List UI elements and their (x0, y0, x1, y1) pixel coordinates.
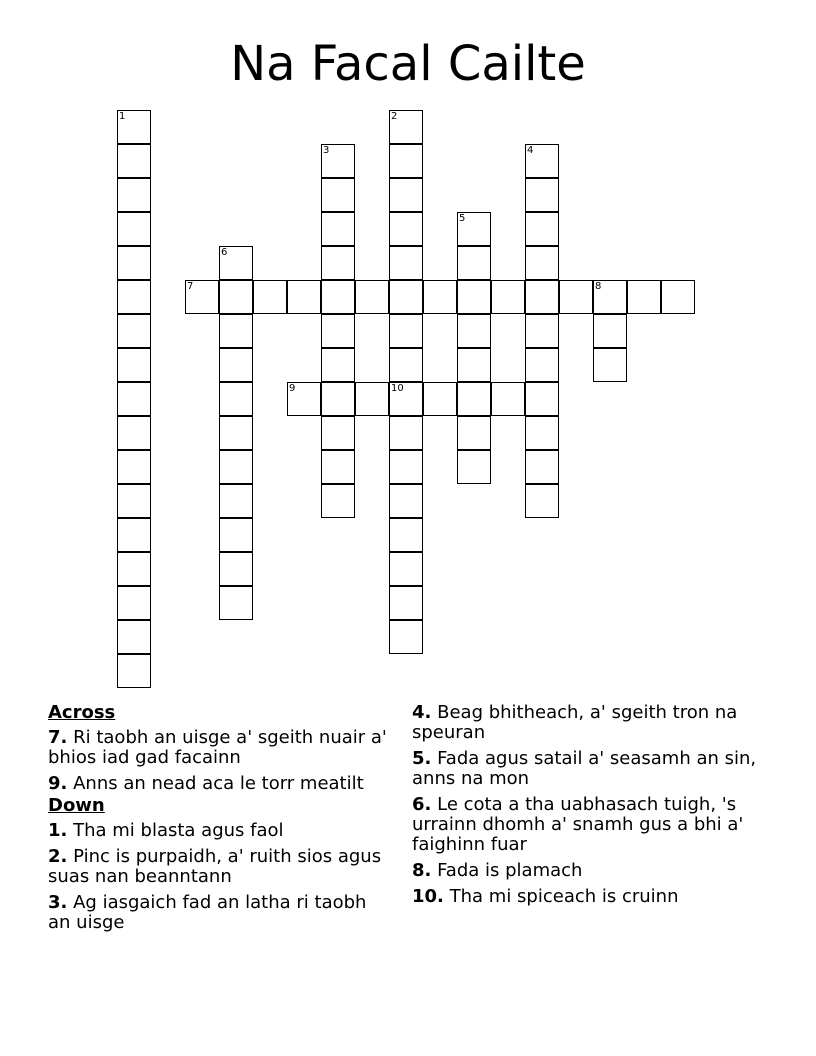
clues-right-column (412, 703, 762, 913)
grid-cell[interactable] (219, 314, 253, 348)
grid-cell[interactable] (321, 178, 355, 212)
grid-cell[interactable] (389, 416, 423, 450)
grid-cell[interactable] (219, 382, 253, 416)
grid-cell[interactable] (117, 212, 151, 246)
grid-cell[interactable] (457, 246, 491, 280)
grid-cell[interactable] (389, 144, 423, 178)
clue-text: Tha mi blasta agus faol (73, 820, 284, 841)
grid-cell[interactable] (457, 416, 491, 450)
cell-number: 10 (391, 383, 404, 394)
grid-cell[interactable] (389, 314, 423, 348)
grid-cell[interactable] (525, 280, 559, 314)
grid-cell[interactable] (117, 314, 151, 348)
clue-number: 2. (48, 846, 68, 867)
grid-cell[interactable] (219, 348, 253, 382)
grid-cell[interactable] (117, 450, 151, 484)
grid-cell[interactable] (117, 348, 151, 382)
grid-cell[interactable] (525, 450, 559, 484)
cell-number: 4 (527, 145, 534, 156)
grid-cell[interactable] (389, 280, 423, 314)
grid-cell[interactable] (321, 280, 355, 314)
clue-number: 9. (48, 773, 68, 794)
across-heading: Across (48, 702, 116, 723)
cell-number: 1 (119, 111, 126, 122)
grid-cell[interactable] (593, 348, 627, 382)
clue-number: 7. (48, 727, 68, 748)
grid-cell[interactable] (253, 280, 287, 314)
grid-cell[interactable] (287, 280, 321, 314)
grid-cell[interactable] (525, 178, 559, 212)
grid-cell[interactable] (491, 280, 525, 314)
grid-cell[interactable] (117, 586, 151, 620)
clue-number: 4. (412, 702, 432, 723)
grid-cell[interactable] (389, 382, 423, 416)
grid-cell[interactable] (457, 280, 491, 314)
grid-cell[interactable] (219, 246, 253, 280)
clue-down-5 (412, 749, 762, 789)
grid-cell[interactable] (389, 620, 423, 654)
grid-cell[interactable] (117, 416, 151, 450)
grid-cell[interactable] (661, 280, 695, 314)
grid-cell[interactable] (117, 178, 151, 212)
grid-cell[interactable] (525, 382, 559, 416)
clue-number: 5. (412, 748, 432, 769)
grid-cell[interactable] (219, 518, 253, 552)
clue-number: 8. (412, 860, 432, 881)
grid-cell[interactable] (219, 280, 253, 314)
clue-text: Beag bhitheach, a' sgeith tron na speuran (412, 702, 738, 743)
clue-text: Fada is plamach (437, 860, 583, 881)
grid-cell[interactable] (525, 144, 559, 178)
grid-cell[interactable] (457, 348, 491, 382)
grid-cell[interactable] (389, 178, 423, 212)
grid-cell[interactable] (457, 382, 491, 416)
clue-number: 1. (48, 820, 68, 841)
down-heading: Down (48, 795, 105, 816)
cell-number: 5 (459, 213, 466, 224)
grid-cell[interactable] (457, 450, 491, 484)
cell-number: 8 (595, 281, 602, 292)
grid-cell[interactable] (321, 450, 355, 484)
clue-across-9 (48, 774, 388, 794)
grid-cell[interactable] (117, 144, 151, 178)
grid-cell[interactable] (457, 212, 491, 246)
grid-cell[interactable] (287, 382, 321, 416)
grid-cell[interactable] (321, 212, 355, 246)
grid-cell[interactable] (389, 586, 423, 620)
grid-cell[interactable] (321, 382, 355, 416)
clue-down-10 (412, 887, 762, 907)
grid-cell[interactable] (423, 382, 457, 416)
clue-text: Tha mi spiceach is cruinn (449, 886, 679, 907)
grid-cell[interactable] (117, 484, 151, 518)
grid-cell[interactable] (117, 246, 151, 280)
clue-down-2 (48, 847, 388, 887)
clue-down-8 (412, 861, 762, 881)
grid-cell[interactable] (219, 416, 253, 450)
grid-cell[interactable] (117, 518, 151, 552)
cell-number: 7 (187, 281, 194, 292)
grid-cell[interactable] (389, 484, 423, 518)
grid-cell[interactable] (525, 484, 559, 518)
grid-cell[interactable] (321, 314, 355, 348)
grid-cell[interactable] (525, 416, 559, 450)
grid-cell[interactable] (117, 552, 151, 586)
grid-cell[interactable] (321, 416, 355, 450)
grid-cell[interactable] (355, 280, 389, 314)
grid-cell[interactable] (219, 450, 253, 484)
grid-cell[interactable] (491, 382, 525, 416)
grid-cell[interactable] (321, 484, 355, 518)
clue-text: Fada agus satail a' seasamh an sin, anns na mon (412, 748, 757, 789)
grid-cell[interactable] (389, 552, 423, 586)
grid-cell[interactable] (389, 110, 423, 144)
grid-cell[interactable] (627, 280, 661, 314)
grid-cell[interactable] (117, 620, 151, 654)
clue-text: Ag iasgaich fad an latha ri taobh an uisge (48, 892, 367, 933)
clue-number: 6. (412, 794, 432, 815)
clue-down-4 (412, 703, 762, 743)
clue-text: Anns an nead aca le torr meatilt (73, 773, 364, 794)
cell-number: 3 (323, 145, 330, 156)
grid-cell[interactable] (321, 144, 355, 178)
grid-cell[interactable] (593, 280, 627, 314)
clue-down-1 (48, 821, 388, 841)
grid-cell[interactable] (117, 280, 151, 314)
grid-cell[interactable] (321, 246, 355, 280)
grid-cell[interactable] (423, 280, 457, 314)
grid-cell[interactable] (559, 280, 593, 314)
grid-cell[interactable] (389, 518, 423, 552)
grid-cell[interactable] (117, 110, 151, 144)
grid-cell[interactable] (593, 314, 627, 348)
clue-down-6 (412, 795, 762, 855)
clue-number: 3. (48, 892, 68, 913)
clue-down-3 (48, 893, 388, 933)
grid-cell[interactable] (389, 348, 423, 382)
grid-cell[interactable] (117, 654, 151, 688)
grid-cell[interactable] (525, 212, 559, 246)
cell-number: 6 (221, 247, 228, 258)
clue-number: 10. (412, 886, 444, 907)
grid-cell[interactable] (525, 246, 559, 280)
clue-text: Pinc is purpaidh, a' ruith sios agus suas nan beanntann (48, 846, 382, 887)
cell-number: 2 (391, 111, 398, 122)
grid-cell[interactable] (389, 246, 423, 280)
page-title: Na Facal Cailte (230, 36, 586, 92)
grid-cell[interactable] (389, 212, 423, 246)
grid-cell[interactable] (219, 586, 253, 620)
grid-cell[interactable] (321, 348, 355, 382)
grid-cell[interactable] (457, 314, 491, 348)
grid-cell[interactable] (117, 382, 151, 416)
grid-cell[interactable] (389, 450, 423, 484)
grid-cell[interactable] (355, 382, 389, 416)
grid-cell[interactable] (219, 552, 253, 586)
grid-cell[interactable] (185, 280, 219, 314)
grid-cell[interactable] (525, 314, 559, 348)
clue-text: Le cota a tha uabhasach tuigh, 's urrainn dhomh a' snamh gus a bhi a' faighinn fuar (412, 794, 744, 855)
grid-cell[interactable] (525, 348, 559, 382)
grid-cell[interactable] (219, 484, 253, 518)
clue-across-7 (48, 728, 388, 768)
cell-number: 9 (289, 383, 296, 394)
clues-left-column (48, 703, 388, 939)
clue-text: Ri taobh an uisge a' sgeith nuair a' bhios iad gad facainn (48, 727, 387, 768)
